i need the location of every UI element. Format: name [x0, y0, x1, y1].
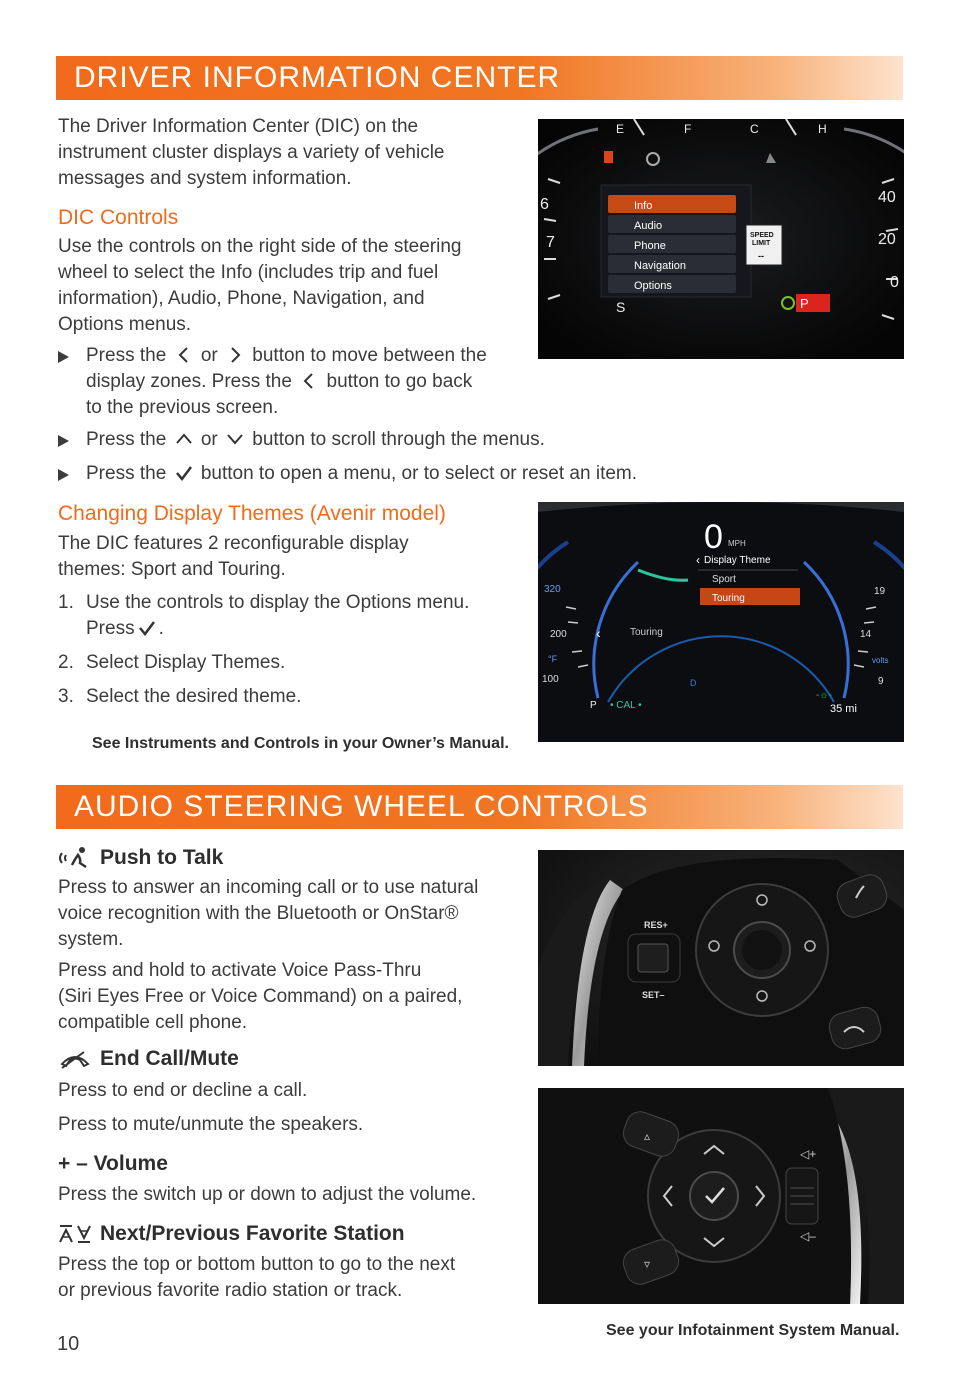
gauge-left-6: 6 [540, 196, 549, 213]
end-call-heading: End Call/Mute [58, 1047, 239, 1071]
end-call-text-1: Press to end or decline a call. [58, 1080, 308, 1101]
audio-reference: See your Infotainment System Manual. [606, 1322, 900, 1339]
ptt-text: Press to answer an incoming call or to use natural voice recognition with the Bluetooth or OnStar® system. [58, 877, 479, 950]
range-readout: 35 mi [830, 703, 857, 715]
theme-option-sport: Sport [712, 574, 736, 585]
dic-bullet-left-right: Press the or button to move between the display zones. Press the button to go back to the previous screen. [58, 343, 556, 421]
cal-indicator: • CAL • [610, 700, 642, 711]
menu-item-audio: Audio [634, 220, 663, 232]
themes-text: The DIC features 2 reconfigurable display themes: Sport and Touring. [58, 533, 409, 580]
speed-limit-text: SPEED [750, 232, 774, 239]
wheel-left-controls-photo [538, 850, 904, 1066]
chevron-left-icon [300, 372, 318, 390]
theme-steps [58, 590, 528, 710]
gear-indicator: S [616, 299, 626, 315]
step-3: 3. Select the desired theme. [58, 686, 302, 707]
themes-heading: Changing Display Themes (Avenir model) [58, 502, 446, 525]
dic-controls-text: Use the controls on the right side of the steering wheel to select the Info (includes trip and fuel information), Audio, Phone, Navigation, and Options menus. [58, 236, 462, 335]
gauge-right-0: 0 [890, 274, 899, 291]
menu-back-chevron: ‹ [696, 553, 700, 567]
checkmark-icon [175, 464, 193, 482]
gauge-left-7: 7 [546, 234, 555, 251]
checkmark-icon [138, 619, 156, 637]
dic-banner [56, 56, 903, 100]
page-number: 10 [57, 1333, 80, 1355]
fuel-e: E [616, 122, 625, 136]
dic-cluster-photo [538, 119, 904, 359]
chevron-down-icon [226, 430, 244, 448]
menu-title: Display Theme [704, 555, 771, 566]
menu-item-phone: Phone [634, 240, 666, 252]
speed-limit-value: -- [758, 251, 764, 261]
fuel-warning-icon [604, 151, 613, 163]
park-letter: P [800, 296, 809, 311]
volume-heading: + – Volume [58, 1152, 168, 1175]
chevron-right-icon [226, 346, 244, 364]
temp-tick-100: 100 [542, 674, 559, 685]
svg-text:▿: ▿ [644, 1257, 651, 1271]
gauge-right-40: 40 [878, 189, 896, 206]
res-label: RES+ [644, 920, 668, 930]
volume-up-icon: ◁+ [800, 1147, 817, 1161]
temp-tick-320: 320 [544, 584, 561, 595]
theme-cluster-photo [538, 502, 904, 742]
volt-unit: volts [872, 656, 889, 665]
dic-bullet-up-down: Press the or button to scroll through the menus. [58, 427, 786, 453]
end-call-mute-icon [58, 1048, 92, 1070]
menu-item-info: Info [634, 200, 653, 212]
gauge-right-20: 20 [878, 231, 896, 248]
speed-readout: 0 [704, 518, 723, 556]
chevron-left-icon [175, 346, 193, 364]
ptt-heading: Push to Talk [58, 845, 223, 871]
dic-banner-title: DRIVER INFORMATION CENTER [74, 61, 561, 94]
next-favorite-icon [58, 1224, 74, 1244]
volume-text: Press the switch up or down to adjust the volume. [58, 1184, 477, 1205]
step-1: 1. Use the controls to display the Options menu. Press . [58, 592, 470, 639]
lights-icon: -☼- [816, 690, 832, 701]
temp-c: C [750, 122, 759, 136]
drive-gear-d: D [690, 678, 697, 688]
push-to-talk-icon [58, 845, 92, 871]
audio-banner-title: AUDIO STEERING WHEEL CONTROLS [74, 790, 649, 823]
dic-reference: See Instruments and Controls in your Owner’s Manual. [92, 735, 509, 752]
temp-unit: °F [548, 654, 558, 664]
step-2: 2. Select Display Themes. [58, 652, 286, 673]
volume-down-icon: ◁– [800, 1229, 816, 1243]
fuel-f: F [684, 122, 692, 136]
audio-banner [56, 785, 903, 829]
volt-tick-19: 19 [874, 586, 886, 597]
chevron-up-icon [175, 430, 193, 448]
speed-limit-sub: LIMIT [752, 240, 771, 247]
dic-intro: The Driver Information Center (DIC) on the instrument cluster displays a variety of vehicle messages and system information. [58, 116, 445, 189]
menu-item-options: Options [634, 280, 672, 292]
dic-menu [608, 195, 736, 293]
temp-tick-200: 200 [550, 629, 567, 640]
menu-item-navigation: Navigation [634, 260, 686, 272]
current-theme-back: ‹ [596, 625, 601, 641]
dic-controls-heading: DIC Controls [58, 206, 179, 229]
volt-tick-9: 9 [878, 676, 884, 687]
theme-option-touring: Touring [712, 593, 745, 604]
set-label: SET– [642, 990, 665, 1000]
gear-indicator-p: P [590, 700, 597, 711]
favorite-heading: Next/Previous Favorite Station [58, 1222, 405, 1246]
volt-tick-14: 14 [860, 629, 872, 640]
dic-bullet-select: Press the button to open a menu, or to select or reset an item. [58, 461, 786, 487]
favorite-text: Press the top or bottom button to go to the next or previous favorite radio station or track. [58, 1254, 456, 1301]
speed-unit: MPH [728, 539, 746, 548]
previous-favorite-icon [76, 1224, 92, 1244]
wheel-right-controls-photo [538, 1088, 904, 1304]
ptt-hold-text: Press and hold to activate Voice Pass-Thru (Siri Eyes Free or Voice Command) on a paired, compatible cell phone. [58, 960, 463, 1033]
current-theme: Touring [630, 627, 663, 638]
svg-text:▵: ▵ [644, 1129, 651, 1143]
temp-h: H [818, 122, 827, 136]
end-call-text-2: Press to mute/unmute the speakers. [58, 1114, 364, 1135]
